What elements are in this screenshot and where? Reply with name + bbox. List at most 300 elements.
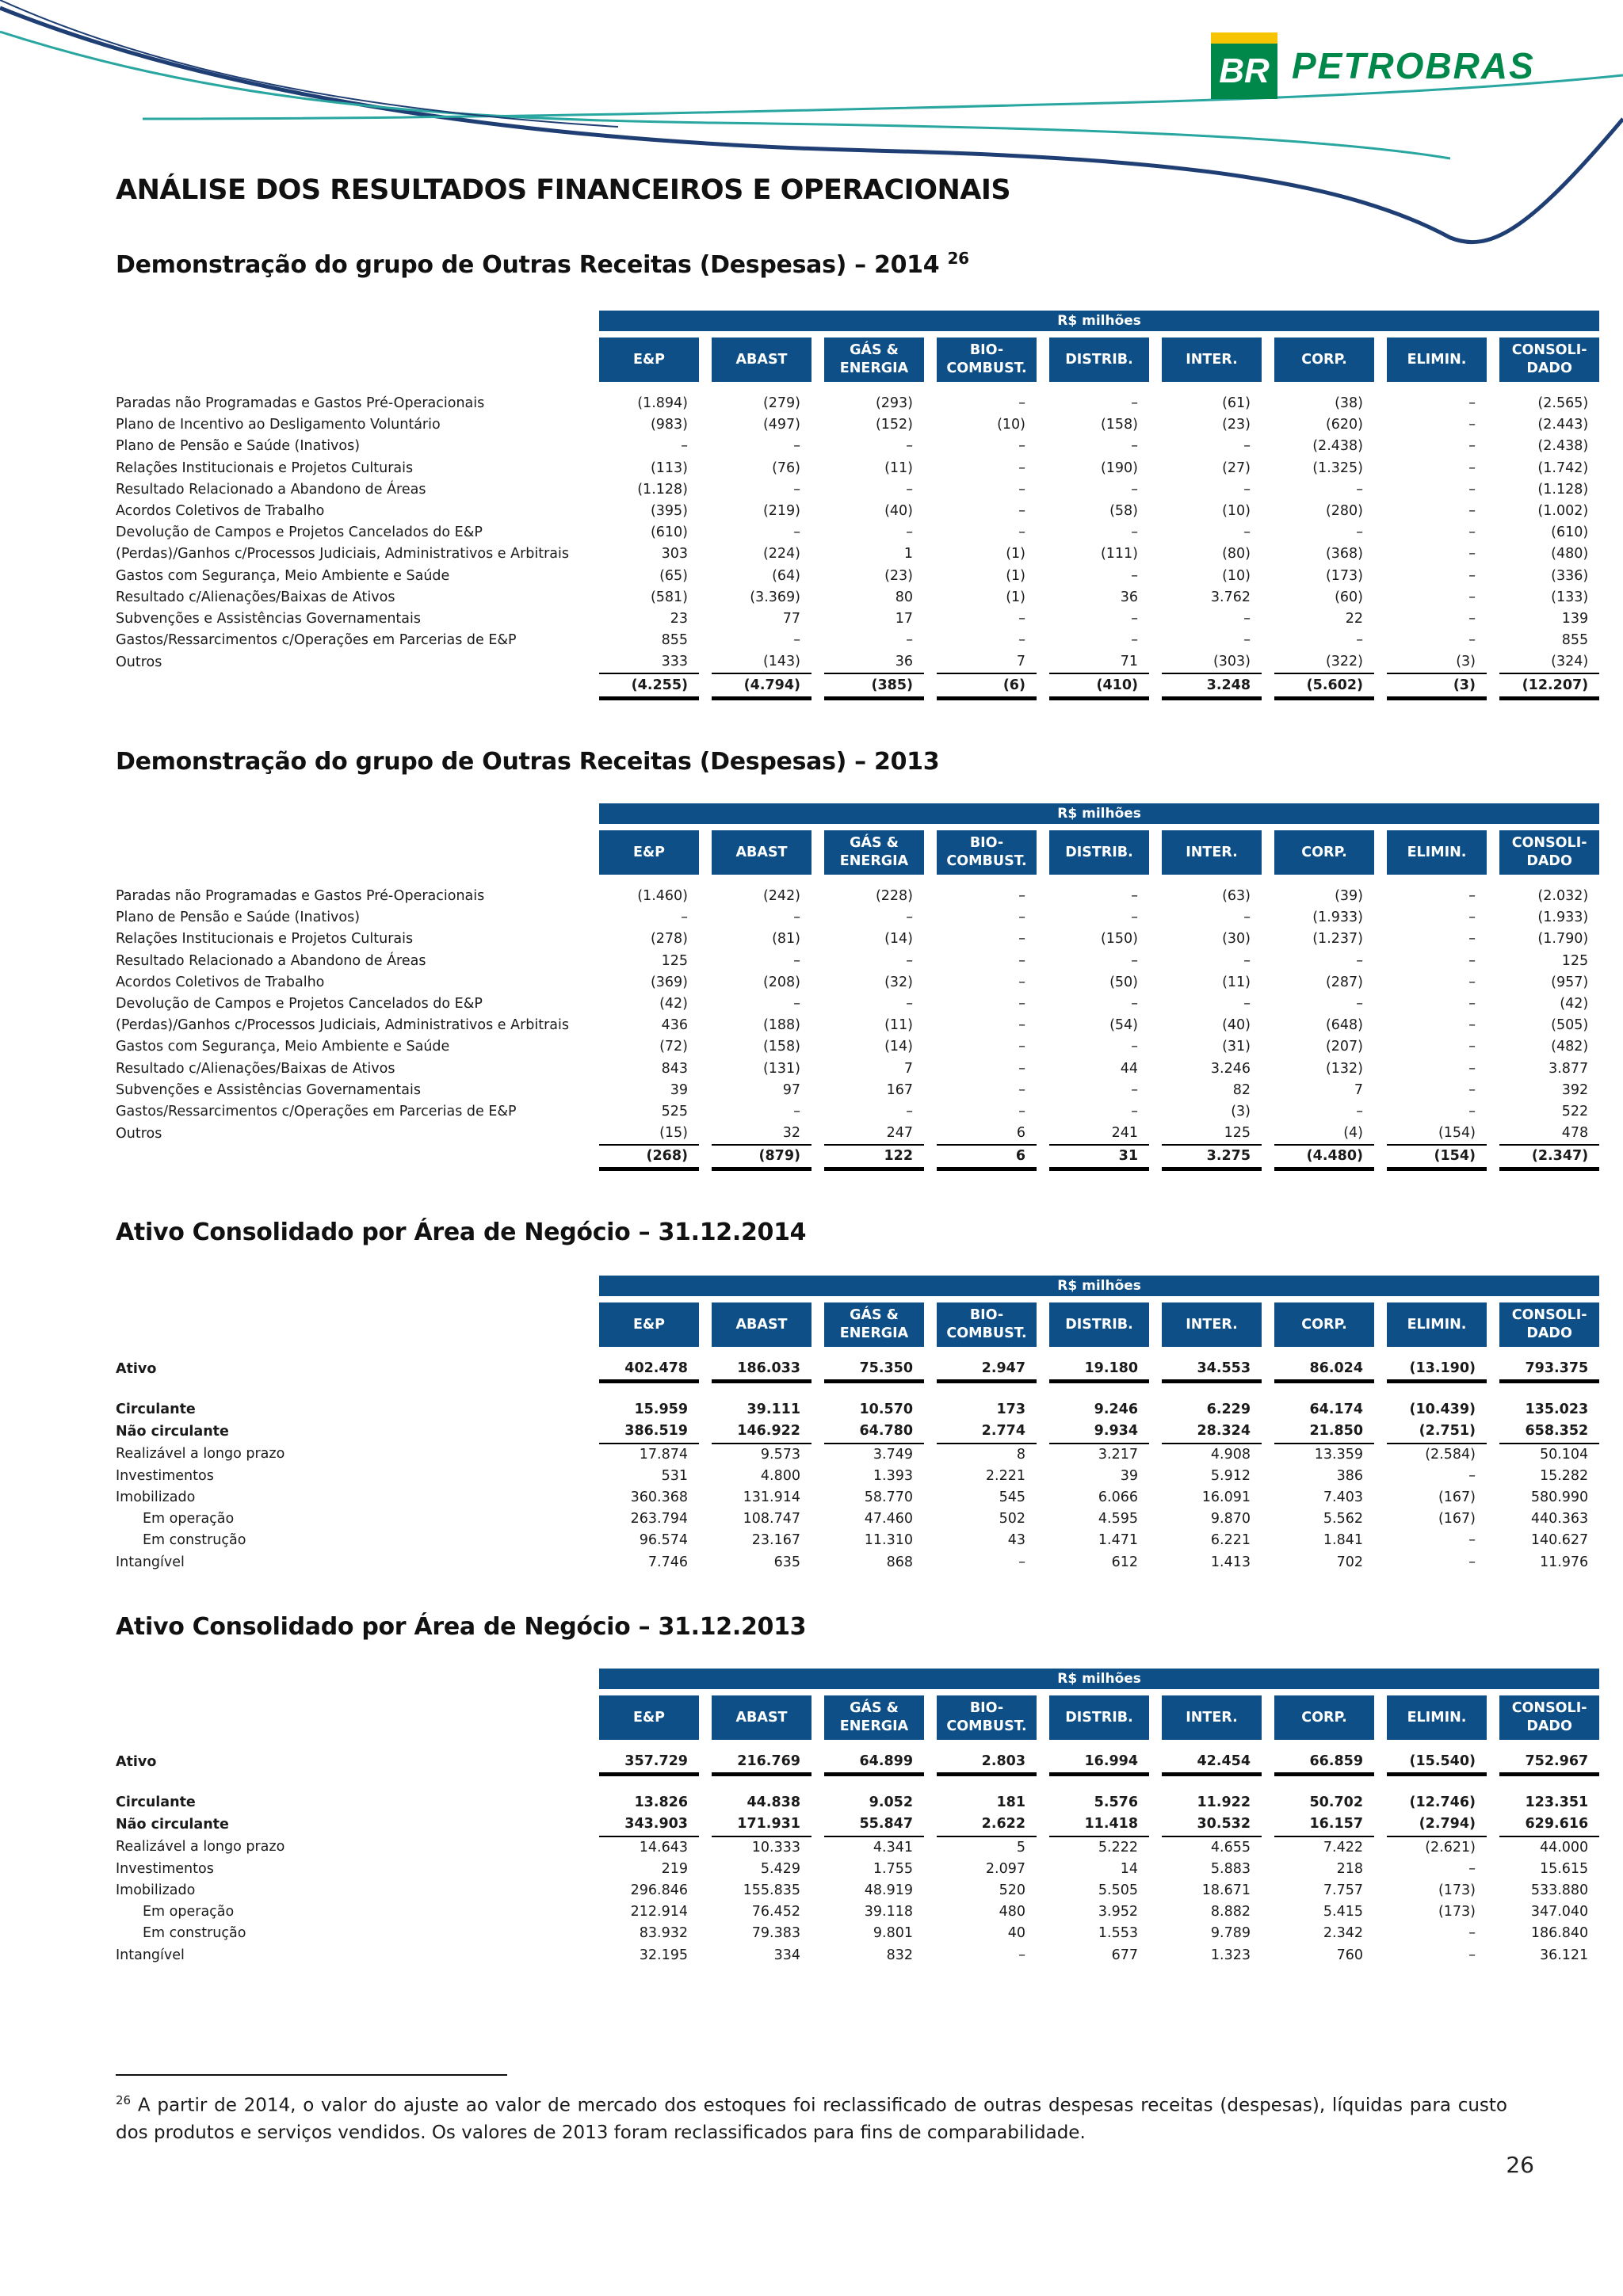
row-label: Subvenções e Assistências Governamentais	[116, 1081, 421, 1098]
cell-value: (3)	[1387, 673, 1487, 698]
cell-value: (242)	[762, 888, 800, 905]
cell-value: –	[793, 1103, 800, 1119]
row-label: Ativo	[116, 1754, 157, 1771]
cell-value: 64.899	[824, 1751, 924, 1775]
cell-value: –	[1131, 1103, 1138, 1119]
row-label: Gastos/Ressarcimentos c/Operações em Parcerias de E&P	[116, 1103, 517, 1119]
cell-value: 82	[1232, 1081, 1251, 1098]
cell-value: 760	[1336, 1947, 1363, 1963]
cell-value: –	[1018, 438, 1025, 455]
cell-value: (1.237)	[1312, 931, 1363, 948]
column-header: BIO-COMBUST.	[937, 830, 1037, 875]
cell-value: (957)	[1551, 974, 1589, 990]
cell-value: (32)	[884, 974, 913, 990]
cell-value: 629.616	[1499, 1814, 1599, 1836]
cell-value: (1.002)	[1537, 503, 1589, 520]
cell-value: 502	[999, 1511, 1025, 1527]
cell-value: 7	[937, 651, 1037, 673]
cell-value: (173)	[1438, 1882, 1476, 1899]
cell-value: 11.922	[1197, 1794, 1251, 1811]
cell-value: 34.553	[1162, 1358, 1262, 1382]
cell-value: (154)	[1387, 1123, 1487, 1145]
cell-value: 14	[1120, 1860, 1138, 1877]
column-header: E&P	[599, 1302, 699, 1347]
cell-value: (60)	[1335, 589, 1363, 605]
cell-value: 7.757	[1323, 1882, 1363, 1899]
cell-value: 6.221	[1210, 1532, 1251, 1549]
table-row	[116, 479, 1599, 501]
cell-value: –	[1018, 460, 1025, 476]
cell-value: 16.157	[1274, 1814, 1374, 1836]
cell-value: –	[1018, 931, 1025, 948]
cell-value: 10.570	[859, 1402, 913, 1418]
cell-value: 1.393	[873, 1467, 913, 1484]
cell-value: 4.595	[1098, 1511, 1138, 1527]
cell-value: 7.746	[647, 1554, 688, 1570]
row-label: Em construção	[143, 1925, 246, 1942]
cell-value: (42)	[659, 996, 688, 1013]
cell-value: –	[1356, 481, 1363, 498]
cell-value: –	[1018, 974, 1025, 990]
cell-value: 186.840	[1530, 1925, 1589, 1942]
cell-value: (322)	[1274, 651, 1374, 673]
cell-value: –	[1468, 1060, 1476, 1077]
table-row	[116, 630, 1599, 651]
row-label: Plano de Pensão e Saúde (Inativos)	[116, 438, 361, 455]
cell-value: –	[1468, 1103, 1476, 1119]
cell-value: –	[793, 438, 800, 455]
cell-value: 1.471	[1098, 1532, 1138, 1549]
cell-value: (983)	[650, 417, 688, 433]
cell-value: (879)	[712, 1145, 812, 1169]
cell-value: (40)	[1222, 1017, 1251, 1034]
column-header: CONSOLI-DADO	[1499, 1695, 1599, 1740]
row-label: Realizável a longo prazo	[116, 1839, 285, 1855]
cell-value: (81)	[772, 931, 800, 948]
cell-value: 333	[599, 651, 699, 673]
cell-value: (228)	[875, 888, 913, 905]
cell-value: (167)	[1438, 1489, 1476, 1506]
table-row	[116, 1901, 1599, 1923]
cell-value: (2.438)	[1537, 438, 1589, 455]
cell-value: 3.952	[1098, 1904, 1138, 1920]
column-header: ELIMIN.	[1387, 338, 1487, 382]
cell-value: –	[1243, 524, 1251, 541]
cell-value: 15.282	[1539, 1467, 1589, 1484]
cell-value: 123.351	[1525, 1794, 1589, 1811]
footnote-divider	[116, 2074, 507, 2076]
cell-value: 9.801	[873, 1925, 913, 1942]
row-label: Plano de Pensão e Saúde (Inativos)	[116, 910, 361, 926]
cell-value: –	[1468, 931, 1476, 948]
cell-value: (15)	[599, 1123, 699, 1145]
cell-value: (158)	[762, 1039, 800, 1055]
column-header: CONSOLI-DADO	[1499, 830, 1599, 875]
column-header: DISTRIB.	[1049, 338, 1149, 382]
cell-value: –	[1131, 567, 1138, 584]
cell-value: 66.859	[1274, 1751, 1374, 1775]
cell-value: (111)	[1100, 546, 1138, 563]
cell-value: –	[1131, 610, 1138, 627]
cell-value: –	[1468, 417, 1476, 433]
cell-value: –	[1018, 910, 1025, 926]
cell-value: (143)	[712, 651, 812, 673]
column-header: CORP.	[1274, 830, 1374, 875]
cell-value: (620)	[1325, 417, 1363, 433]
cell-value: (10.439)	[1409, 1402, 1476, 1418]
cell-value: (188)	[762, 1017, 800, 1034]
cell-value: 5.912	[1210, 1467, 1251, 1484]
cell-value: –	[1131, 632, 1138, 649]
row-label: Resultado Relacionado a Abandono de Áreas	[116, 952, 426, 969]
cell-value: (2.751)	[1387, 1421, 1487, 1443]
cell-value: (173)	[1325, 567, 1363, 584]
cell-value: 5.429	[760, 1860, 800, 1877]
cell-value: –	[1468, 1947, 1476, 1963]
column-header: INTER.	[1162, 338, 1262, 382]
cell-value: –	[1468, 481, 1476, 498]
table-row	[116, 1058, 1599, 1080]
cell-value: 36	[824, 651, 924, 673]
cell-value: (1)	[1006, 567, 1025, 584]
cell-value: (1.894)	[637, 395, 688, 412]
cell-value: 360.368	[630, 1489, 688, 1506]
cell-value: (5.602)	[1274, 673, 1374, 698]
cell-value: (133)	[1551, 589, 1589, 605]
cell-value: –	[1468, 503, 1476, 520]
cell-value: (2.032)	[1537, 888, 1589, 905]
cell-value: (279)	[762, 395, 800, 412]
cell-value: (505)	[1551, 1017, 1589, 1034]
cell-value: (2.438)	[1312, 438, 1363, 455]
cell-value: –	[1356, 1103, 1363, 1119]
cell-value: (287)	[1325, 974, 1363, 990]
cell-value: (2.621)	[1425, 1839, 1476, 1855]
cell-value: 6	[937, 1145, 1037, 1169]
cell-value: 17	[895, 610, 913, 627]
cell-value: –	[1131, 395, 1138, 412]
column-header: CORP.	[1274, 338, 1374, 382]
cell-value: (497)	[762, 417, 800, 433]
column-header: BIO-COMBUST.	[937, 1302, 1037, 1347]
cell-value: 21.850	[1274, 1421, 1374, 1443]
column-header: DISTRIB.	[1049, 830, 1149, 875]
cell-value: –	[1018, 481, 1025, 498]
cell-value: –	[1468, 1081, 1476, 1098]
cell-value: –	[1468, 1039, 1476, 1055]
cell-value: –	[1018, 888, 1025, 905]
row-label: Investimentos	[116, 1860, 214, 1877]
cell-value: 2.774	[937, 1421, 1037, 1443]
row-label: Em operação	[143, 1904, 235, 1920]
cell-value: 155.835	[743, 1882, 800, 1899]
row-label: Ativo	[116, 1361, 157, 1378]
cell-value: 216.769	[712, 1751, 812, 1775]
table-row	[116, 1814, 1599, 1836]
row-label: Imobilizado	[116, 1882, 196, 1899]
row-label: Subvenções e Assistências Governamentais	[116, 610, 421, 627]
cell-value: 23	[670, 610, 688, 627]
page-title: ANÁLISE DOS RESULTADOS FINANCEIROS E OPERACIONAIS	[116, 174, 1011, 206]
cell-value: 6	[937, 1123, 1037, 1145]
cell-value: (1)	[1006, 546, 1025, 563]
cell-value: 9.052	[869, 1794, 913, 1811]
cell-value: 580.990	[1530, 1489, 1589, 1506]
table-row	[116, 1487, 1599, 1508]
cell-value: –	[1468, 1860, 1476, 1877]
cell-value: 19.180	[1049, 1358, 1149, 1382]
cell-value: 139	[1561, 610, 1589, 627]
cell-value: –	[681, 910, 688, 926]
cell-value: –	[1018, 996, 1025, 1013]
row-label: Em construção	[143, 1532, 246, 1549]
cell-value: (2.584)	[1425, 1446, 1476, 1463]
cell-value: (190)	[1100, 460, 1138, 476]
cell-value: –	[906, 632, 913, 649]
cell-value: –	[1131, 910, 1138, 926]
cell-value: 1.755	[873, 1860, 913, 1877]
row-label: Não circulante	[116, 1423, 229, 1440]
cell-value: 635	[773, 1554, 800, 1570]
cell-value: 36	[1120, 589, 1138, 605]
column-header: CORP.	[1274, 1302, 1374, 1347]
row-label: Resultado c/Alienações/Baixas de Ativos	[116, 1060, 395, 1077]
cell-value: 4.655	[1210, 1839, 1251, 1855]
section-title-outras-2013: Demonstração do grupo de Outras Receitas (Despesas) – 2013	[116, 748, 940, 776]
cell-value: –	[793, 996, 800, 1013]
table-row	[116, 1123, 1599, 1145]
cell-value: 44.838	[747, 1794, 800, 1811]
cell-value: 39	[670, 1081, 688, 1098]
cell-value: 23.167	[751, 1532, 800, 1549]
cell-value: 39.118	[864, 1904, 913, 1920]
cell-value: 2.097	[985, 1860, 1025, 1877]
table-row	[116, 501, 1599, 522]
cell-value: (3.369)	[750, 589, 800, 605]
column-header: E&P	[599, 1695, 699, 1740]
cell-value: (224)	[762, 546, 800, 563]
cell-value: (2.443)	[1537, 417, 1589, 433]
cell-value: (1.128)	[637, 481, 688, 498]
cell-value: –	[1356, 524, 1363, 541]
cell-value: –	[1243, 632, 1251, 649]
cell-value: 855	[1561, 632, 1589, 649]
row-label: Circulante	[116, 1794, 196, 1811]
cell-value: 58.770	[864, 1489, 913, 1506]
cell-value: 13.359	[1314, 1446, 1363, 1463]
column-header: GÁS & ENERGIA	[824, 338, 924, 382]
cell-value: –	[1468, 438, 1476, 455]
row-label: (Perdas)/Ganhos c/Processos Judiciais, Administrativos e Arbitrais	[116, 546, 569, 563]
cell-value: 3.762	[1210, 589, 1251, 605]
column-header: CONSOLI-DADO	[1499, 338, 1599, 382]
row-label: Intangível	[116, 1947, 185, 1963]
cell-value: –	[1243, 481, 1251, 498]
cell-value: 43	[1007, 1532, 1025, 1549]
section-title-ativo-2014: Ativo Consolidado por Área de Negócio – 31.12.2014	[116, 1219, 807, 1246]
table-row	[116, 1466, 1599, 1487]
column-header: ABAST	[712, 1302, 812, 1347]
row-label: Paradas não Programadas e Gastos Pré-Operacionais	[116, 395, 485, 412]
cell-value: –	[906, 1103, 913, 1119]
cell-value: (293)	[875, 395, 913, 412]
row-label: Outros	[116, 1125, 162, 1142]
cell-value: –	[1468, 1467, 1476, 1484]
cell-value: 533.880	[1530, 1882, 1589, 1899]
cell-value: (1.128)	[1537, 481, 1589, 498]
table-row	[116, 1945, 1599, 1966]
cell-value: (3)	[1231, 1103, 1251, 1119]
cell-value: (158)	[1100, 417, 1138, 433]
cell-value: –	[681, 438, 688, 455]
cell-value: (2.347)	[1499, 1145, 1599, 1169]
cell-value: –	[1468, 1554, 1476, 1570]
cell-value: (40)	[884, 503, 913, 520]
table-row	[116, 543, 1599, 565]
cell-value: –	[1468, 567, 1476, 584]
table-row	[116, 1508, 1599, 1530]
cell-value: 334	[773, 1947, 800, 1963]
cell-value: 11.310	[864, 1532, 913, 1549]
cell-value: –	[1468, 1532, 1476, 1549]
cell-value: –	[906, 910, 913, 926]
cell-value: (23)	[884, 567, 913, 584]
cell-value: 3.248	[1162, 673, 1262, 698]
cell-value: 80	[895, 589, 913, 605]
cell-value: (14)	[884, 1039, 913, 1055]
cell-value: 386	[1336, 1467, 1363, 1484]
cell-value: –	[906, 481, 913, 498]
cell-value: 14.643	[639, 1839, 688, 1855]
cell-value: 125	[1561, 952, 1589, 969]
row-label: Gastos com Segurança, Meio Ambiente e Saúde	[116, 567, 450, 584]
table-row	[116, 907, 1599, 929]
row-label: Relações Institucionais e Projetos Culturais	[116, 460, 414, 476]
cell-value: (482)	[1551, 1039, 1589, 1055]
cell-value: 11.976	[1539, 1554, 1589, 1570]
cell-value: (11)	[884, 1017, 913, 1034]
row-label: Devolução de Campos e Projetos Cancelados do E&P	[116, 996, 483, 1013]
cell-value: 9.573	[760, 1446, 800, 1463]
page-number: 26	[1506, 2152, 1534, 2178]
cell-value: 36.121	[1539, 1947, 1589, 1963]
cell-value: 76.452	[751, 1904, 800, 1920]
table-row	[116, 436, 1599, 457]
cell-value: 3.217	[1098, 1446, 1138, 1463]
cell-value: (324)	[1499, 651, 1599, 673]
column-header: ABAST	[712, 830, 812, 875]
cell-value: 219	[661, 1860, 688, 1877]
cell-value: 1.553	[1098, 1925, 1138, 1942]
cell-value: 31	[1049, 1145, 1149, 1169]
cell-value: (23)	[1222, 417, 1251, 433]
cell-value: –	[1356, 996, 1363, 1013]
cell-value: 531	[661, 1467, 688, 1484]
cell-value: 96.574	[639, 1532, 688, 1549]
cell-value: (12.207)	[1499, 673, 1599, 698]
cell-value: –	[1018, 1017, 1025, 1034]
table-row	[116, 1792, 1599, 1814]
cell-value: 64.780	[824, 1421, 924, 1443]
cell-value: (208)	[762, 974, 800, 990]
column-header: BIO-COMBUST.	[937, 1695, 1037, 1740]
cell-value: –	[1468, 589, 1476, 605]
cell-value: (13.190)	[1387, 1358, 1487, 1382]
cell-value: 3.275	[1162, 1145, 1262, 1169]
table-row	[116, 1101, 1599, 1123]
cell-value: (150)	[1100, 931, 1138, 948]
cell-value: 5.562	[1323, 1511, 1363, 1527]
column-header: ABAST	[712, 1695, 812, 1740]
footnote-number: 26	[116, 2093, 132, 2107]
cell-value: 392	[1561, 1081, 1589, 1098]
cell-value: 77	[782, 610, 800, 627]
cell-value: 79.383	[751, 1925, 800, 1942]
unit-band: R$ milhões	[599, 1669, 1599, 1689]
cell-value: 702	[1336, 1554, 1363, 1570]
cell-value: –	[906, 952, 913, 969]
cell-value: –	[1356, 632, 1363, 649]
table-row	[116, 1080, 1599, 1101]
logo-mark-text: BR	[1219, 51, 1270, 90]
cell-value: –	[1468, 632, 1476, 649]
cell-value: 55.847	[824, 1814, 924, 1836]
cell-value: 86.024	[1274, 1358, 1374, 1382]
cell-value: –	[1131, 996, 1138, 1013]
cell-value: (1.325)	[1312, 460, 1363, 476]
table-ativo-2013	[116, 1669, 1599, 1966]
cell-value: 8	[1016, 1446, 1025, 1463]
cell-value: 22	[1345, 610, 1363, 627]
cell-value: 135.023	[1525, 1402, 1589, 1418]
cell-value: 658.352	[1499, 1421, 1599, 1443]
table-row	[116, 393, 1599, 414]
cell-value: (27)	[1222, 460, 1251, 476]
cell-value: –	[1468, 910, 1476, 926]
cell-value: 5	[1016, 1839, 1025, 1855]
cell-value: (1.742)	[1537, 460, 1589, 476]
unit-band: R$ milhões	[599, 311, 1599, 331]
cell-value: –	[1018, 1947, 1025, 1963]
cell-value: –	[906, 996, 913, 1013]
column-header: BIO-COMBUST.	[937, 338, 1037, 382]
column-header: ELIMIN.	[1387, 830, 1487, 875]
column-header: CONSOLI-DADO	[1499, 1302, 1599, 1347]
cell-value: –	[1468, 546, 1476, 563]
cell-value: 15.959	[634, 1402, 688, 1418]
cell-value: –	[1243, 996, 1251, 1013]
cell-value: (72)	[659, 1039, 688, 1055]
cell-value: 868	[886, 1554, 913, 1570]
cell-value: (61)	[1222, 395, 1251, 412]
table-row	[116, 566, 1599, 587]
cell-value: (4.480)	[1274, 1145, 1374, 1169]
cell-value: –	[1243, 952, 1251, 969]
cell-value: 125	[661, 952, 688, 969]
cell-value: (3)	[1387, 651, 1487, 673]
cell-value: (303)	[1162, 651, 1262, 673]
cell-value: 3.246	[1210, 1060, 1251, 1077]
cell-value: 108.747	[743, 1511, 800, 1527]
table-row	[116, 1399, 1599, 1421]
table-row	[116, 414, 1599, 436]
cell-value: 186.033	[712, 1358, 812, 1382]
cell-value: (219)	[762, 503, 800, 520]
cell-value: 6.066	[1098, 1489, 1138, 1506]
cell-value: –	[1243, 438, 1251, 455]
table-row	[116, 1421, 1599, 1443]
cell-value: (610)	[650, 524, 688, 541]
